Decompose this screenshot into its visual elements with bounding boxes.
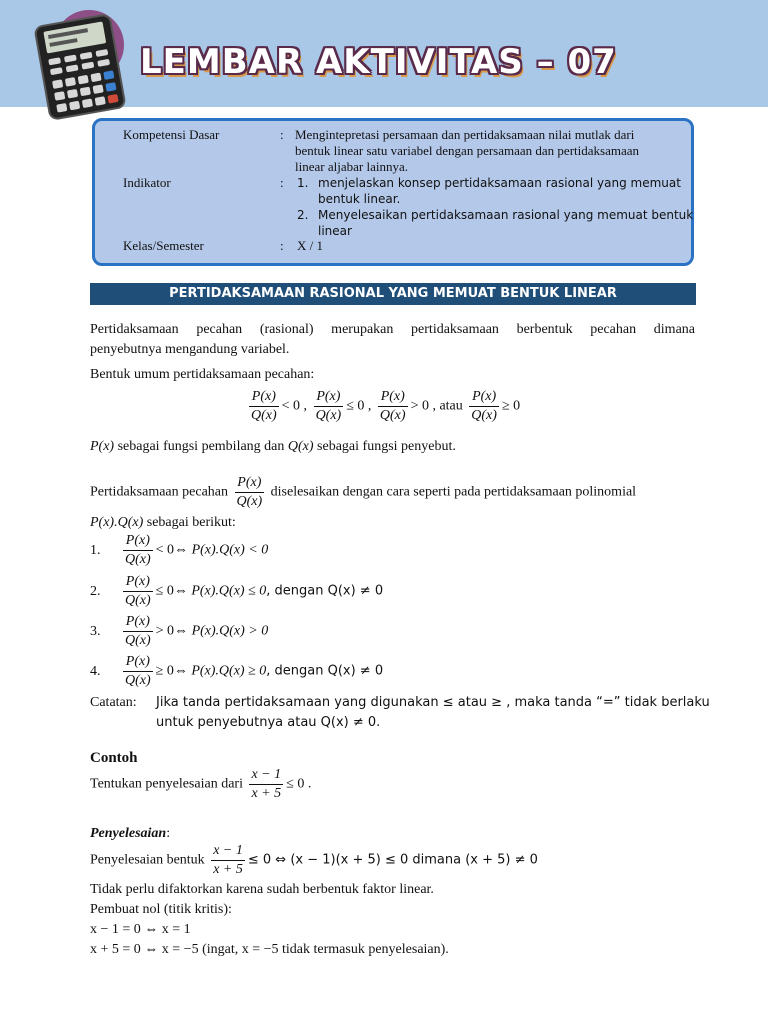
note-label: Catatan: (90, 695, 137, 710)
relation: > 0 , atau (410, 398, 463, 414)
general-forms (246, 388, 520, 425)
relation: ≤ 0 , (346, 398, 372, 414)
solution-line-a: Tidak perlu difaktorkan karena sudah berbentuk faktor linear. (90, 882, 434, 897)
fraction: $\frac{P(x)}{Q(x)}$ (125, 574, 151, 608)
polynomial-line: P(x).Q(x) sebagai berikut: (90, 515, 236, 530)
section-title: PERTIDAKSAMAAN RASIONAL YANG MEMUAT BENTUK LINEAR (90, 283, 696, 305)
kd-label: Kompetensi Dasar (123, 127, 220, 142)
example-heading: Contoh (90, 750, 138, 766)
fraction: $\frac{P(x)}{Q(x)}$ (125, 654, 151, 688)
indicator-2-number: 2. (297, 208, 309, 222)
example-problem: Tentukan penyelesaian dari $\frac{x - 1}{x + 5}$ ≤ 0 . (90, 767, 312, 801)
fraction: $\frac{P(x)}{Q(x)}$ (379, 389, 406, 423)
intro-line-2: penyebutnya mengandung variabel. (90, 342, 290, 357)
list-relation: ≥ 0⇔ (155, 663, 188, 679)
page-title: LEMBAR AKTIVITAS – 07 (140, 42, 617, 82)
competency-info-box (92, 118, 694, 266)
indicator-2-line-1: Menyelesaikan pertidaksamaan rasional yang memuat bentuk (318, 208, 694, 222)
fraction: $\frac{x - 1}{x + 5}$ (251, 767, 282, 801)
intro-line-1: Pertidaksamaan pecahan (rasional) merupakan pertidaksamaan berbentuk pecahan dimana (90, 322, 695, 337)
list-extra: , dengan Q(x) ≠ 0 (266, 583, 384, 599)
class-value: X / 1 (297, 238, 323, 253)
fraction: $\frac{P(x)}{Q(x)}$ (236, 475, 263, 509)
solution-form: Penyelesaian bentuk $\frac{x - 1}{x + 5}$ ≤ 0 ⇔ (x − 1)(x + 5) ≤ 0 dimana (x + 5) ≠ 0 (90, 843, 538, 877)
indicator-colon: : (280, 175, 284, 190)
list-relation: < 0⇔ (155, 542, 189, 558)
relation: ≥ 0 (501, 398, 521, 414)
relation: < 0 , (281, 398, 308, 414)
fraction: $\frac{P(x)}{Q(x)}$ (251, 389, 277, 423)
note-line-1: Jika tanda pertidaksamaan yang digunakan ≤ atau ≥ , maka tanda “=” tidak berlaku (156, 695, 710, 710)
indicator-1-line-2: bentuk linear. (318, 192, 401, 206)
calculator-icon (32, 12, 128, 122)
indicator-2-line-2: linear (318, 224, 352, 238)
list-number: 1. (90, 542, 101, 558)
kd-line-1: Mengintepretasi persamaan dan pertidaksamaan nilai mutlak dari (295, 127, 635, 142)
solution-method-line: Pertidaksamaan pecahan $\frac{P(x)}{Q(x)}$ diselesaikan dengan cara seperti pada pertidaksamaan polinomial (90, 475, 637, 509)
fraction: $\frac{P(x)}{Q(x)}$ (125, 614, 151, 648)
list-rhs: P(x).Q(x) < 0 (191, 542, 269, 558)
fraction: $\frac{P(x)}{Q(x)}$ (471, 389, 497, 423)
indicator-label: Indikator (123, 175, 171, 190)
fraction: $\frac{P(x)}{Q(x)}$ (125, 533, 151, 567)
list-number: 2. (90, 583, 101, 599)
fraction: $\frac{x - 1}{x + 5}$ (213, 843, 243, 877)
solution-line-b: Pembuat nol (titik kritis): (90, 902, 232, 917)
list-item (90, 653, 383, 690)
indicator-1-line-1: menjelaskan konsep pertidaksamaan rasional yang memuat (318, 176, 681, 190)
kd-line-3: linear aljabar lainnya. (295, 159, 408, 174)
list-number: 3. (90, 623, 101, 639)
general-form-label: Bentuk umum pertidaksamaan pecahan: (90, 367, 315, 382)
list-relation: > 0⇔ (155, 623, 189, 639)
list-item (90, 613, 268, 650)
solution-line-d: x + 5 = 0 ⇔ x = −5 (ingat, x = −5 tidak termasuk penyelesaian). (90, 942, 449, 957)
function-description: P(x) sebagai fungsi pembilang dan Q(x) sebagai fungsi penyebut. (90, 439, 456, 454)
solution-line-c: x − 1 = 0 ⇔ x = 1 (90, 922, 191, 937)
solution-heading: Penyelesaian: (90, 826, 171, 841)
list-rhs: P(x).Q(x) ≤ 0 (191, 583, 267, 599)
fraction: $\frac{P(x)}{Q(x)}$ (315, 389, 342, 423)
list-number: 4. (90, 663, 101, 679)
list-rhs: P(x).Q(x) > 0 (191, 623, 269, 639)
class-label: Kelas/Semester (123, 238, 204, 253)
list-item (90, 573, 383, 610)
kd-line-2: bentuk linear satu variabel dengan persamaan dan pertidaksamaan (295, 143, 639, 158)
list-rhs: P(x).Q(x) ≥ 0 (191, 663, 267, 679)
list-extra: , dengan Q(x) ≠ 0 (266, 663, 384, 679)
list-item (90, 532, 268, 569)
list-relation: ≤ 0⇔ (155, 583, 188, 599)
indicator-1-number: 1. (297, 176, 309, 190)
note-line-2: untuk penyebutnya atau Q(x) ≠ 0. (156, 715, 381, 730)
kd-colon: : (280, 127, 284, 142)
class-colon: : (280, 238, 284, 253)
